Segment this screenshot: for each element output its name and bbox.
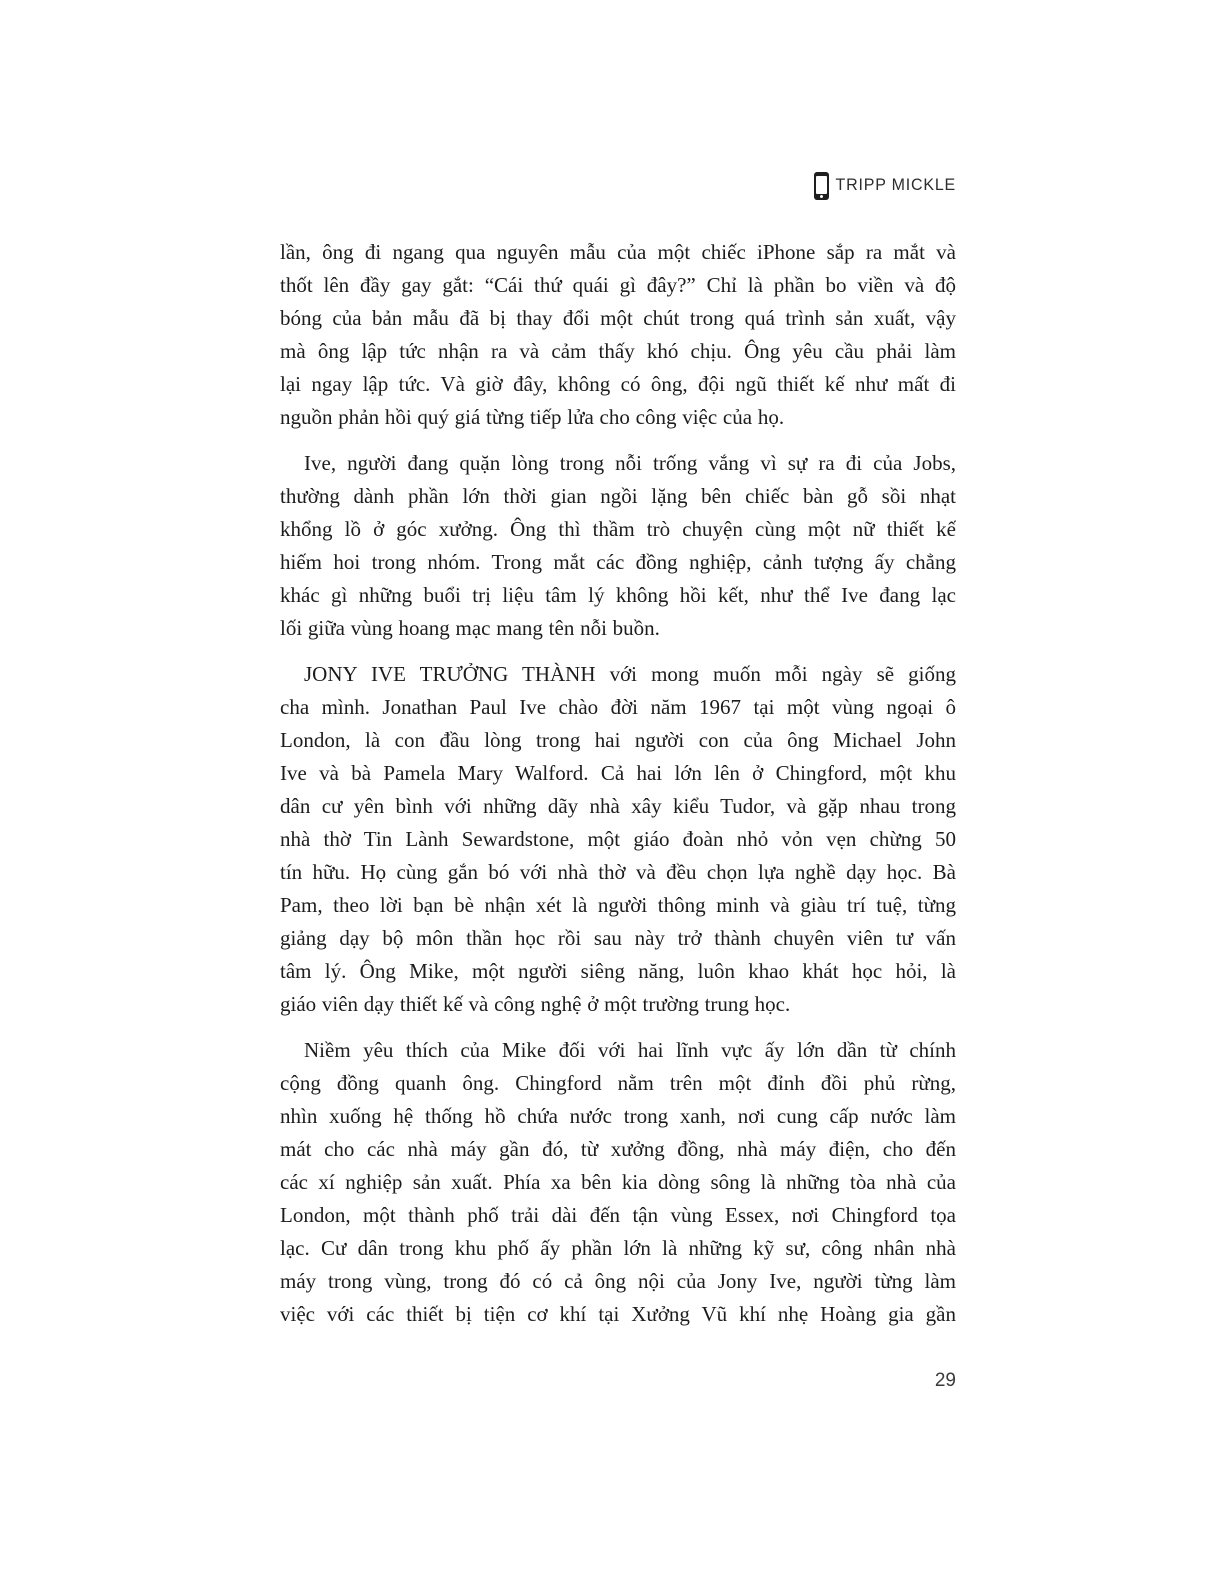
text-line: giáo viên dạy thiết kế và công nghệ ở một trường trung học. bbox=[280, 992, 791, 1016]
text-line: mà ông lập tức nhận ra và cảm thấy khó chịu. Ông yêu cầu phải làm bbox=[280, 339, 956, 363]
text-line: khác gì những buổi trị liệu tâm lý không hồi kết, như thể Ive đang lạc bbox=[280, 583, 956, 607]
text-line: dân cư yên bình với những dãy nhà xây kiểu Tudor, và gặp nhau trong bbox=[280, 794, 956, 818]
page-number: 29 bbox=[934, 1370, 956, 1391]
running-header bbox=[280, 172, 956, 200]
text-line: lại ngay lập tức. Và giờ đây, không có ông, đội ngũ thiết kế như mất đi bbox=[280, 372, 956, 396]
text-line: hiếm hoi trong nhóm. Trong mắt các đồng nghiệp, cảnh tượng ấy chẳng bbox=[280, 550, 956, 574]
text-line: các xí nghiệp sản xuất. Phía xa bên kia dòng sông là những tòa nhà của bbox=[280, 1170, 956, 1194]
text-line: tín hữu. Họ cùng gắn bó với nhà thờ và đều chọn lựa nghề dạy học. Bà bbox=[280, 860, 956, 884]
text-line: Ive và bà Pamela Mary Walford. Cả hai lớn lên ở Chingford, một khu bbox=[280, 761, 956, 785]
text-line: việc với các thiết bị tiện cơ khí tại Xưởng Vũ khí nhẹ Hoàng gia gần bbox=[280, 1302, 956, 1326]
text-line: thốt lên đầy gay gắt: “Cái thứ quái gì đây?” Chỉ là phần bo viền và độ bbox=[280, 273, 956, 297]
text-line: lạc. Cư dân trong khu phố ấy phần lớn là những kỹ sư, công nhân nhà bbox=[280, 1236, 956, 1260]
text-line: nhà thờ Tin Lành Sewardstone, một giáo đoàn nhỏ vỏn vẹn chừng 50 bbox=[280, 827, 956, 851]
text-line: London, là con đầu lòng trong hai người con của ông Michael John bbox=[280, 728, 956, 752]
text-line: cha mình. Jonathan Paul Ive chào đời năm 1967 tại một vùng ngoại ô bbox=[280, 695, 956, 719]
paragraph bbox=[280, 236, 956, 434]
paragraph bbox=[280, 658, 956, 1021]
text-line: tâm lý. Ông Mike, một người siêng năng, luôn khao khát học hỏi, là bbox=[280, 959, 956, 983]
text-line: cộng đồng quanh ông. Chingford nằm trên một đỉnh đồi phủ rừng, bbox=[280, 1071, 956, 1095]
text-line: giảng dạy bộ môn thần học rồi sau này trở thành chuyên viên tư vấn bbox=[280, 926, 956, 950]
text-line: Ive, người đang quặn lòng trong nỗi trống vắng vì sự ra đi của Jobs, bbox=[304, 451, 956, 475]
smartphone-icon bbox=[814, 172, 829, 200]
body-paragraphs bbox=[280, 236, 956, 1331]
paragraph bbox=[280, 1034, 956, 1331]
text-line: London, một thành phố trải dài đến tận vùng Essex, nơi Chingford tọa bbox=[280, 1203, 956, 1227]
text-line: bóng của bản mẫu đã bị thay đổi một chút trong quá trình sản xuất, vậy bbox=[280, 306, 956, 330]
text-line: Niềm yêu thích của Mike đối với hai lĩnh vực ấy lớn dần từ chính bbox=[304, 1038, 956, 1062]
header-author: TRIPP MICKLE bbox=[835, 176, 956, 195]
text-line: lần, ông đi ngang qua nguyên mẫu của một chiếc iPhone sắp ra mắt và bbox=[280, 240, 956, 264]
text-line: mát cho các nhà máy gần đó, từ xưởng đồng, nhà máy điện, cho đến bbox=[280, 1137, 956, 1161]
text-line: thường dành phần lớn thời gian ngồi lặng bên chiếc bàn gỗ sồi nhạt bbox=[280, 484, 956, 508]
text-line: Pam, theo lời bạn bè nhận xét là người thông minh và giàu trí tuệ, từng bbox=[280, 893, 956, 917]
text-line: nhìn xuống hệ thống hồ chứa nước trong xanh, nơi cung cấp nước làm bbox=[280, 1104, 956, 1128]
paragraph bbox=[280, 447, 956, 645]
text-line: JONY IVE TRƯỞNG THÀNH với mong muốn mỗi ngày sẽ giống bbox=[304, 662, 956, 686]
text-line: khổng lồ ở góc xưởng. Ông thì thầm trò chuyện cùng một nữ thiết kế bbox=[280, 517, 956, 541]
text-line: máy trong vùng, trong đó có cả ông nội của Jony Ive, người từng làm bbox=[280, 1269, 956, 1293]
text-line: lối giữa vùng hoang mạc mang tên nỗi buồn. bbox=[280, 616, 660, 640]
text-line: nguồn phản hồi quý giá từng tiếp lửa cho công việc của họ. bbox=[280, 405, 785, 429]
